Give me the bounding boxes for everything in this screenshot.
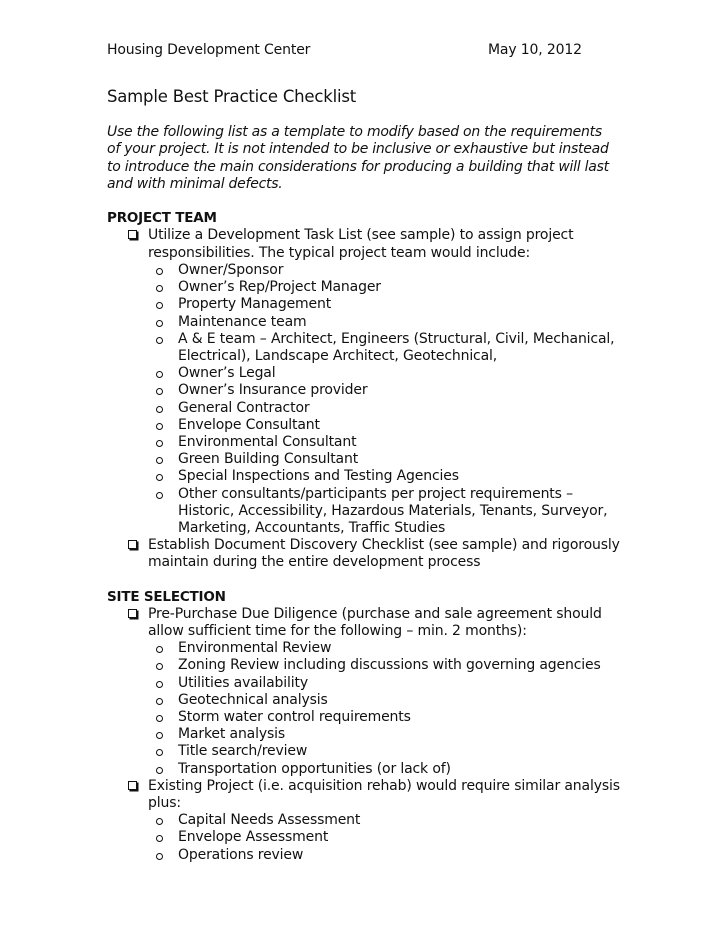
list-item-text: Environmental Review bbox=[178, 640, 332, 657]
section-heading: PROJECT TEAM bbox=[107, 210, 217, 227]
list-item bbox=[148, 829, 627, 846]
list-item bbox=[148, 417, 627, 434]
circle-bullet-icon bbox=[156, 268, 163, 275]
circle-bullet-icon bbox=[156, 440, 163, 447]
circle-bullet-icon bbox=[156, 818, 163, 825]
list-item-text: A & E team – Architect, Engineers (Structural, Civil, Mechanical, Electrical), Landscape Architect, Geotechnical, bbox=[178, 330, 615, 364]
checklist bbox=[107, 606, 627, 864]
checklist-item-text: Establish Document Discovery Checklist (see sample) and rigorously maintain during the entire development process bbox=[148, 537, 620, 571]
circle-bullet-icon bbox=[156, 457, 163, 464]
list-item bbox=[148, 400, 627, 417]
list-item bbox=[148, 692, 627, 709]
list-item-text: Owner’s Rep/Project Manager bbox=[178, 279, 381, 296]
sub-list bbox=[148, 262, 627, 537]
document-page bbox=[107, 42, 627, 864]
checklist-item-text: Pre-Purchase Due Diligence (purchase and sale agreement should allow sufficient time for the following – min. 2 months): bbox=[148, 605, 602, 640]
list-item-text: Special Inspections and Testing Agencies bbox=[178, 468, 459, 485]
list-item bbox=[148, 743, 627, 760]
list-item bbox=[148, 675, 627, 692]
list-item-text: Market analysis bbox=[178, 726, 286, 743]
circle-bullet-icon bbox=[156, 732, 163, 739]
list-item-text: Operations review bbox=[178, 846, 304, 863]
circle-bullet-icon bbox=[156, 646, 163, 653]
list-item bbox=[148, 761, 627, 778]
circle-bullet-icon bbox=[156, 423, 163, 430]
list-item bbox=[148, 847, 627, 864]
circle-bullet-icon bbox=[156, 853, 163, 860]
list-item-text: Zoning Review including discussions with governing agencies bbox=[178, 657, 601, 674]
circle-bullet-icon bbox=[156, 285, 163, 292]
list-item-text: Title search/review bbox=[178, 743, 308, 760]
checklist-item bbox=[107, 227, 627, 537]
header-date: May 10, 2012 bbox=[488, 42, 582, 58]
sub-list bbox=[148, 640, 627, 778]
circle-bullet-icon bbox=[156, 302, 163, 309]
list-item-text: Environmental Consultant bbox=[178, 433, 357, 450]
circle-bullet-icon bbox=[156, 388, 163, 395]
list-item-text: Other consultants/participants per project requirements – Historic, Accessibility, Hazardous Materials, Tenants, Surveyor, Marketing, Accountants, Traffic Studies bbox=[178, 485, 608, 536]
list-item bbox=[148, 468, 627, 485]
checklist-item-text: Existing Project (i.e. acquisition rehab) would require similar analysis plus: bbox=[148, 777, 620, 812]
checklist-item bbox=[107, 778, 627, 864]
list-item bbox=[148, 382, 627, 399]
circle-bullet-icon bbox=[156, 320, 163, 327]
list-item bbox=[148, 365, 627, 382]
list-item-text: Geotechnical analysis bbox=[178, 691, 328, 708]
circle-bullet-icon bbox=[156, 835, 163, 842]
checklist-item bbox=[107, 537, 627, 571]
checklist bbox=[107, 227, 627, 571]
section-project-team bbox=[107, 210, 627, 571]
section-site-selection bbox=[107, 589, 627, 864]
list-item bbox=[148, 709, 627, 726]
list-item-text: Owner/Sponsor bbox=[178, 261, 284, 278]
list-item bbox=[148, 812, 627, 829]
intro-paragraph: Use the following list as a template to modify based on the requirements of your project. It is not intended to be inclusive or exhaustive but instead to introduce the main considerations for producing a building that will last and with minimal defects. bbox=[107, 124, 609, 192]
list-item bbox=[148, 451, 627, 468]
list-item-text: General Contractor bbox=[178, 399, 310, 416]
list-item bbox=[148, 314, 627, 331]
checkbox-icon bbox=[128, 540, 137, 549]
list-item bbox=[148, 657, 627, 674]
circle-bullet-icon bbox=[156, 492, 163, 499]
page-header bbox=[107, 42, 627, 60]
checklist-item-text: Utilize a Development Task List (see sample) to assign project responsibilities. The typical project team would include: bbox=[148, 227, 574, 261]
circle-bullet-icon bbox=[156, 715, 163, 722]
list-item-text: Storm water control requirements bbox=[178, 709, 411, 726]
circle-bullet-icon bbox=[156, 681, 163, 688]
circle-bullet-icon bbox=[156, 406, 163, 413]
list-item-text: Envelope Consultant bbox=[178, 416, 320, 433]
list-item bbox=[148, 279, 627, 296]
list-item-text: Owner’s Legal bbox=[178, 365, 276, 382]
list-item bbox=[148, 486, 627, 538]
document-title: Sample Best Practice Checklist bbox=[107, 87, 357, 106]
circle-bullet-icon bbox=[156, 371, 163, 378]
list-item bbox=[148, 262, 627, 279]
list-item bbox=[148, 331, 627, 365]
list-item-text: Owner’s Insurance provider bbox=[178, 382, 368, 399]
checkbox-icon bbox=[128, 781, 137, 790]
checkbox-icon bbox=[128, 230, 137, 239]
circle-bullet-icon bbox=[156, 698, 163, 705]
circle-bullet-icon bbox=[156, 337, 163, 344]
list-item-text: Maintenance team bbox=[178, 313, 307, 330]
list-item bbox=[148, 434, 627, 451]
list-item bbox=[148, 296, 627, 313]
sub-list bbox=[148, 812, 627, 864]
list-item-text: Utilities availability bbox=[178, 674, 308, 691]
circle-bullet-icon bbox=[156, 663, 163, 670]
circle-bullet-icon bbox=[156, 474, 163, 481]
circle-bullet-icon bbox=[156, 749, 163, 756]
checklist-item bbox=[107, 606, 627, 778]
circle-bullet-icon bbox=[156, 767, 163, 774]
list-item bbox=[148, 726, 627, 743]
list-item-text: Capital Needs Assessment bbox=[178, 812, 361, 829]
checkbox-icon bbox=[128, 609, 137, 618]
list-item-text: Property Management bbox=[178, 296, 332, 313]
list-item bbox=[148, 640, 627, 657]
header-organization: Housing Development Center bbox=[107, 42, 311, 58]
list-item-text: Transportation opportunities (or lack of) bbox=[178, 760, 451, 777]
section-heading: SITE SELECTION bbox=[107, 588, 226, 605]
list-item-text: Envelope Assessment bbox=[178, 829, 329, 846]
list-item-text: Green Building Consultant bbox=[178, 451, 359, 468]
